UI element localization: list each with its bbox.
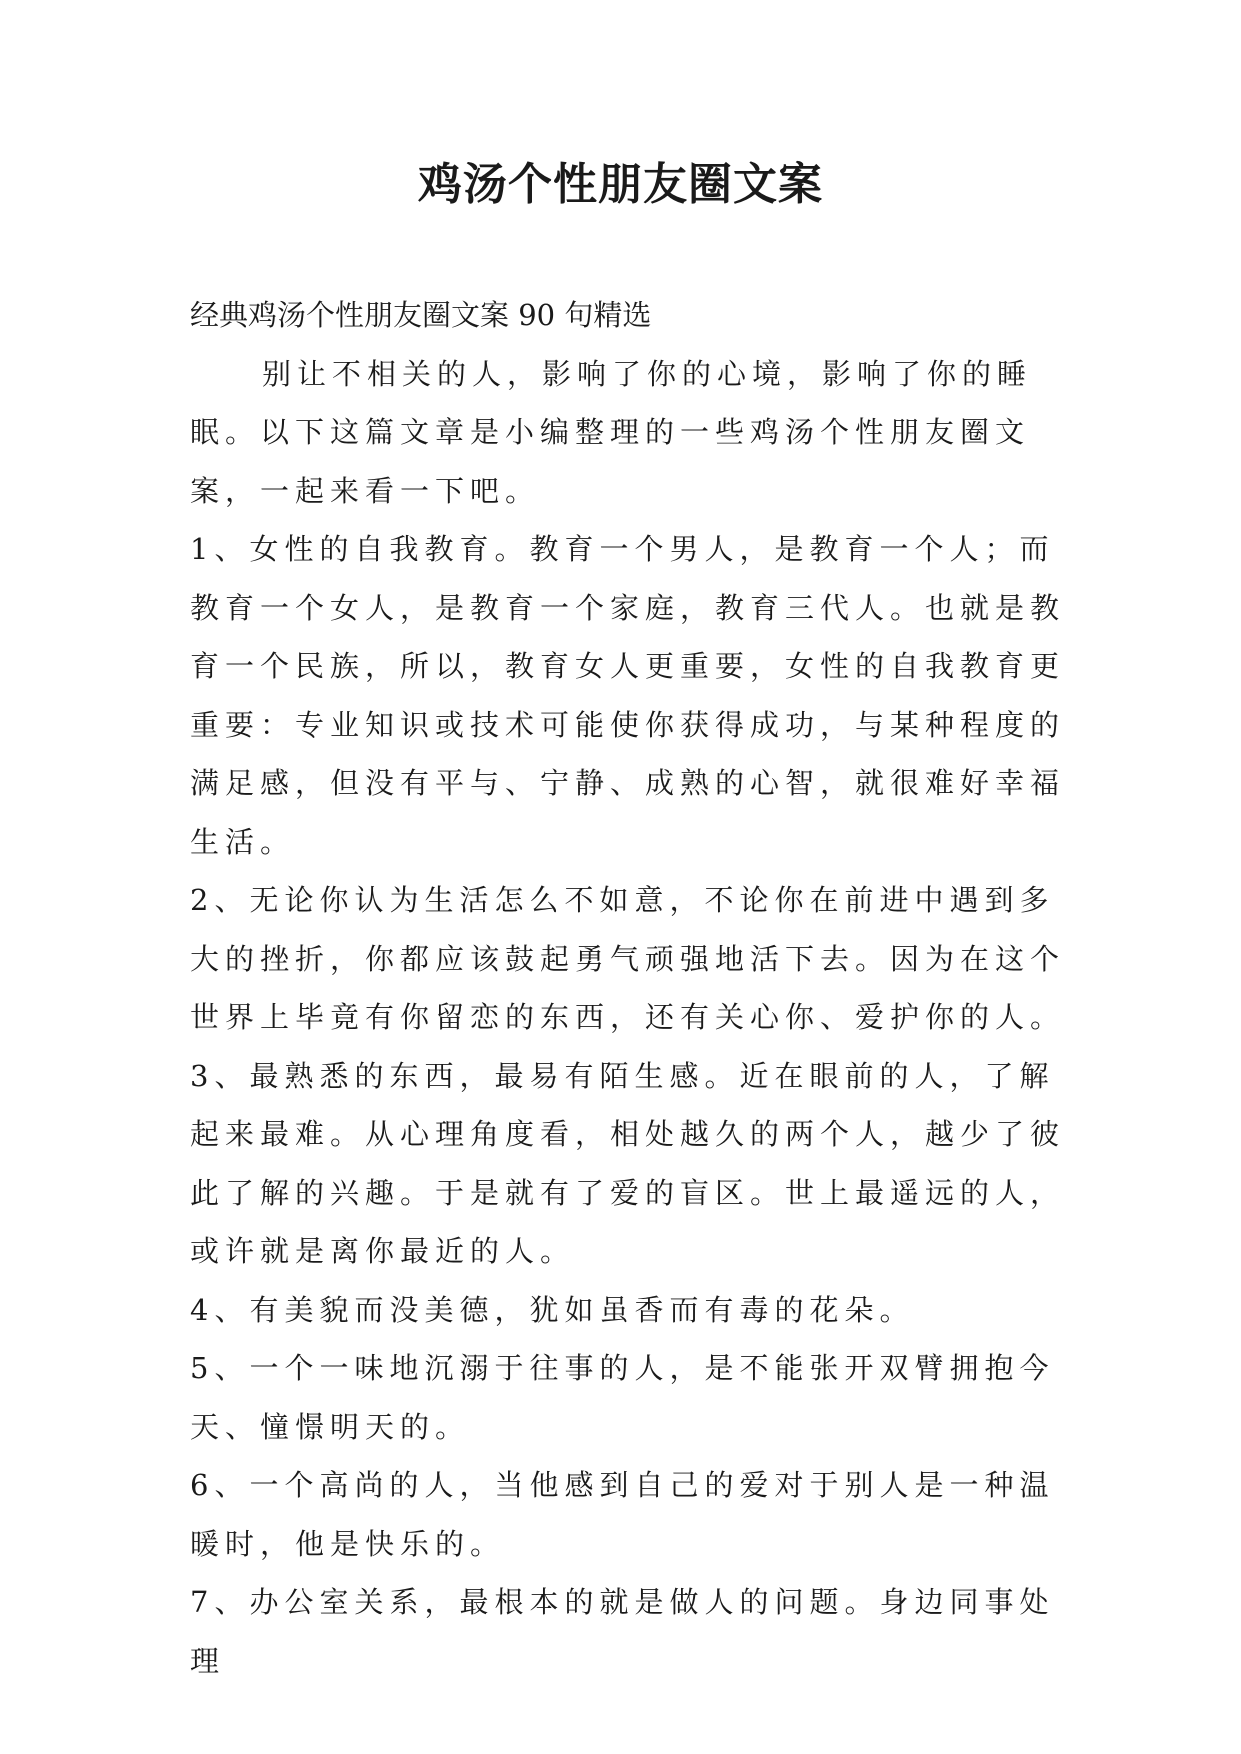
document-subtitle: 经典鸡汤个性朋友圈文案 90 句精选 — [190, 298, 652, 332]
list-item-1: 1、女性的自我教育。教育一个男人，是教育一个人；而教育一个女人，是教育一个家庭，教育三代人。也就是教育一个民族，所以，教育女人更重要，女性的自我教育更重要：专业知识或技术可能使你获得成功，与某种程度的满足感，但没有平与、宁静、成熟的心智，就很难好幸福生活。 — [190, 532, 1066, 859]
list-item-7: 7、办公室关系，最根本的就是做人的问题。身边同事处理 — [190, 1585, 1055, 1678]
document-body — [190, 286, 1068, 1690]
list-item-2: 2、无论你认为生活怎么不如意，不论你在前进中遇到多大的挫折，你都应该鼓起勇气顽强地活下去。因为在这个世界上毕竟有你留恋的东西，还有关心你、爱护你的人。 — [190, 883, 1066, 1034]
intro-paragraph: 别让不相关的人，影响了你的心境，影响了你的睡眠。以下这篇文章是小编整理的一些鸡汤个性朋友圈文案，一起来看一下吧。 — [190, 356, 1033, 508]
list-item-5: 5、一个一味地沉溺于往事的人，是不能张开双臂拥抱今天、憧憬明天的。 — [190, 1351, 1055, 1444]
list-item-6: 6、一个高尚的人，当他感到自己的爱对于别人是一种温暖时，他是快乐的。 — [190, 1468, 1055, 1561]
document-title: 鸡汤个性朋友圈文案 — [418, 159, 823, 210]
list-item-3: 3、最熟悉的东西，最易有陌生感。近在眼前的人，了解起来最难。从心理角度看，相处越久的两个人，越少了彼此了解的兴趣。于是就有了爱的盲区。世上最遥远的人，或许就是离你最近的人。 — [190, 1058, 1066, 1268]
list-item-4: 4、有美貌而没美德，犹如虽香而有毒的花朵。 — [190, 1292, 915, 1327]
